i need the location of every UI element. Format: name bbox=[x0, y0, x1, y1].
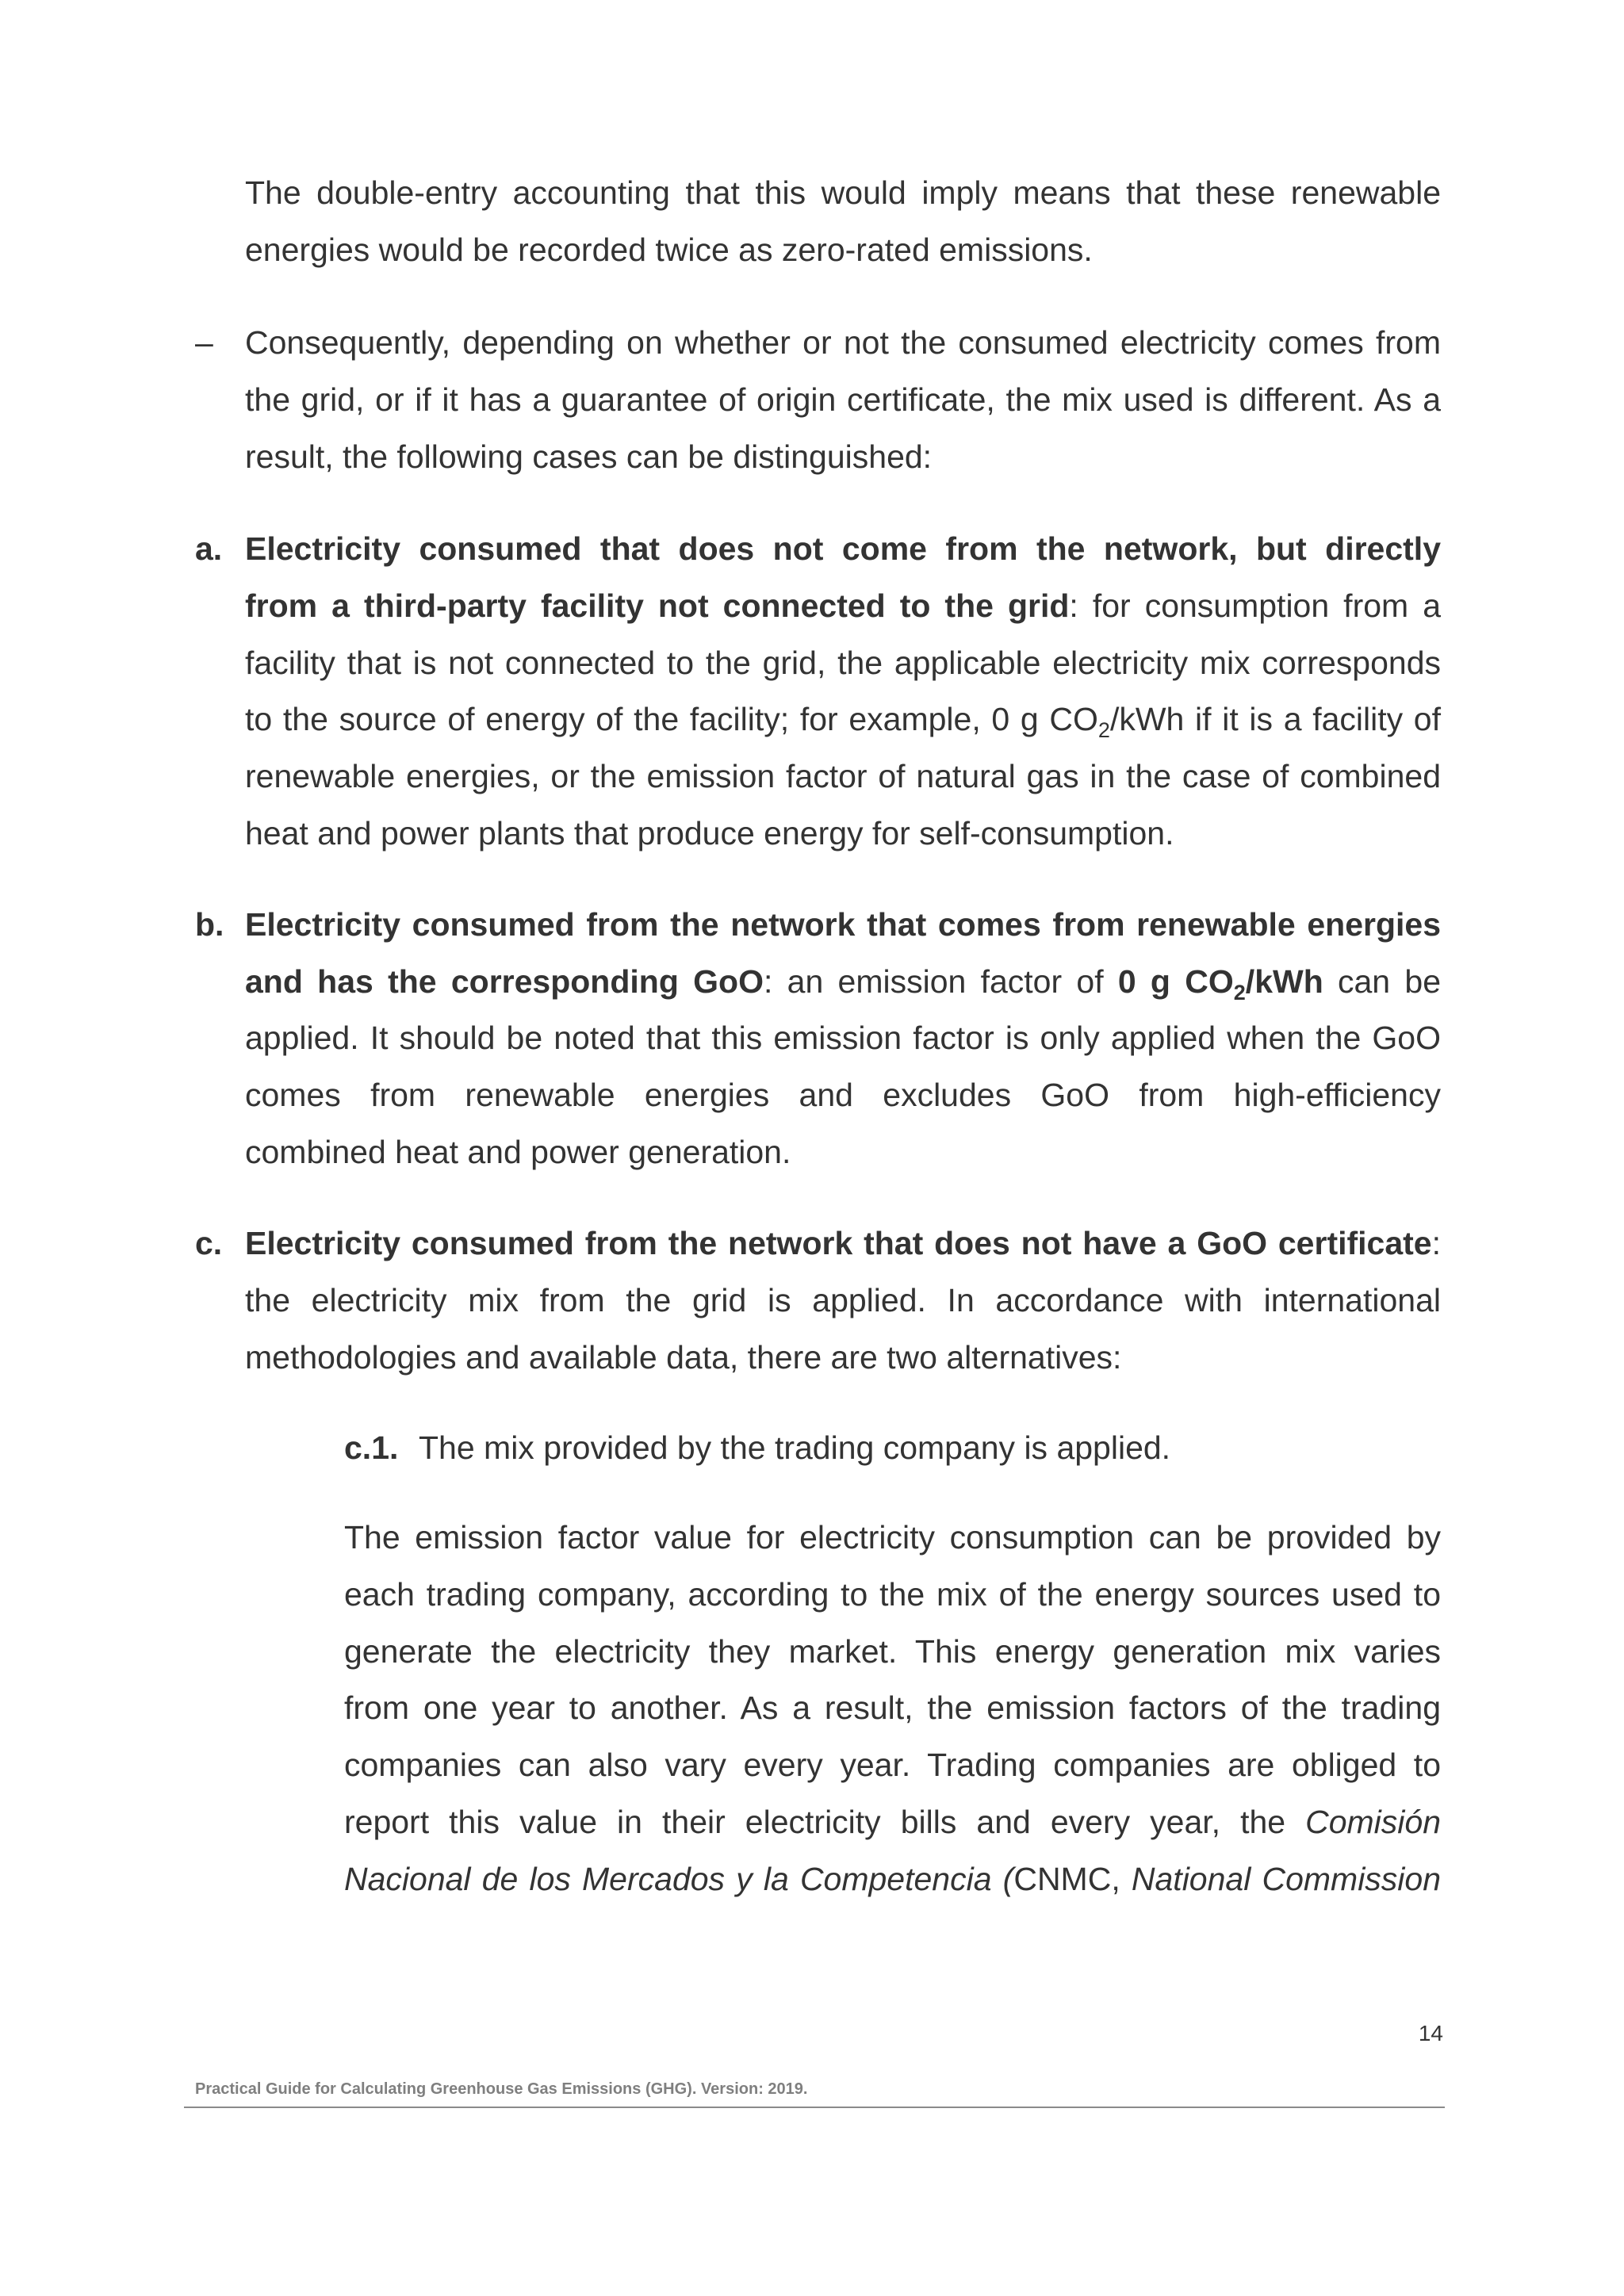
item-c-line: the electricity mix from the grid is applied. In accordance with international bbox=[245, 1282, 1441, 1318]
footer-divider bbox=[184, 2107, 1445, 2108]
item-b-line: comes from renewable energies and excludes GoO from high-efficiency bbox=[245, 1077, 1441, 1113]
item-c-heading-line: Electricity consumed from the network that does not have a GoO certificate: bbox=[245, 1225, 1441, 1261]
c1-paragraph-line: from one year to another. As a result, the emission factors of the trading bbox=[344, 1689, 1441, 1726]
item-b-line: and has the corresponding GoO: an emission factor of 0 g $CO_2$/kWh can be bbox=[245, 963, 1441, 1004]
item-a-line: facility that is not connected to the grid, the applicable electricity mix corresponds bbox=[245, 645, 1441, 681]
item-b-line: combined heat and power generation. bbox=[245, 1134, 791, 1170]
list-marker-a: a. bbox=[195, 530, 223, 567]
item-a-heading-line: Electricity consumed that does not come from the network, but directly bbox=[245, 530, 1441, 567]
c1-paragraph-line: generate the electricity they market. This energy generation mix varies bbox=[344, 1633, 1441, 1670]
list-marker-c1: c.1. bbox=[344, 1429, 399, 1466]
list-marker-b: b. bbox=[195, 906, 224, 943]
item-c1-line: The mix provided by the trading company is applied. bbox=[419, 1429, 1171, 1466]
c1-paragraph-line: each trading company, according to the mix of the energy sources used to bbox=[344, 1576, 1441, 1613]
footer-text: Practical Guide for Calculating Greenhouse Gas Emissions (GHG). Version: 2019. bbox=[195, 2080, 808, 2098]
c1-paragraph-line: Nacional de los Mercados y la Competencia (CNMC, National Commission bbox=[344, 1861, 1442, 1897]
item-c-line: methodologies and available data, there are two alternatives: bbox=[245, 1339, 1122, 1376]
dash-item-line: the grid, or if it has a guarantee of origin certificate, the mix used is different. As a bbox=[245, 381, 1441, 418]
dash-item-line: Consequently, depending on whether or not the consumed electricity comes from bbox=[245, 324, 1441, 361]
intro-line: The double-entry accounting that this would imply means that these renewable bbox=[245, 174, 1441, 211]
item-b-heading-line: Electricity consumed from the network that comes from renewable energies bbox=[245, 906, 1441, 943]
c1-paragraph-line: report this value in their electricity bills and every year, the Comisión bbox=[344, 1804, 1441, 1840]
item-a-line: renewable energies, or the emission factor of natural gas in the case of combined bbox=[245, 758, 1441, 794]
page-number: 14 bbox=[1418, 2021, 1443, 2045]
intro-line: energies would be recorded twice as zero-rated emissions. bbox=[245, 232, 1093, 268]
item-a-line: from a third-party facility not connected to the grid: for consumption from a bbox=[245, 587, 1442, 624]
item-b-line: applied. It should be noted that this emission factor is only applied when the GoO bbox=[245, 1020, 1441, 1056]
c1-paragraph-line: companies can also vary every year. Trading companies are obliged to bbox=[344, 1747, 1441, 1783]
dash-item-line: result, the following cases can be distinguished: bbox=[245, 438, 933, 475]
item-a-line: heat and power plants that produce energy for self-consumption. bbox=[245, 815, 1174, 851]
list-marker-c: c. bbox=[195, 1225, 223, 1261]
c1-paragraph-line: The emission factor value for electricity consumption can be provided by bbox=[344, 1519, 1441, 1556]
item-a-line: to the source of energy of the facility; for example, 0 g $CO_2$/kWh if it is a facility of bbox=[245, 701, 1441, 742]
dash-bullet: – bbox=[195, 324, 213, 361]
